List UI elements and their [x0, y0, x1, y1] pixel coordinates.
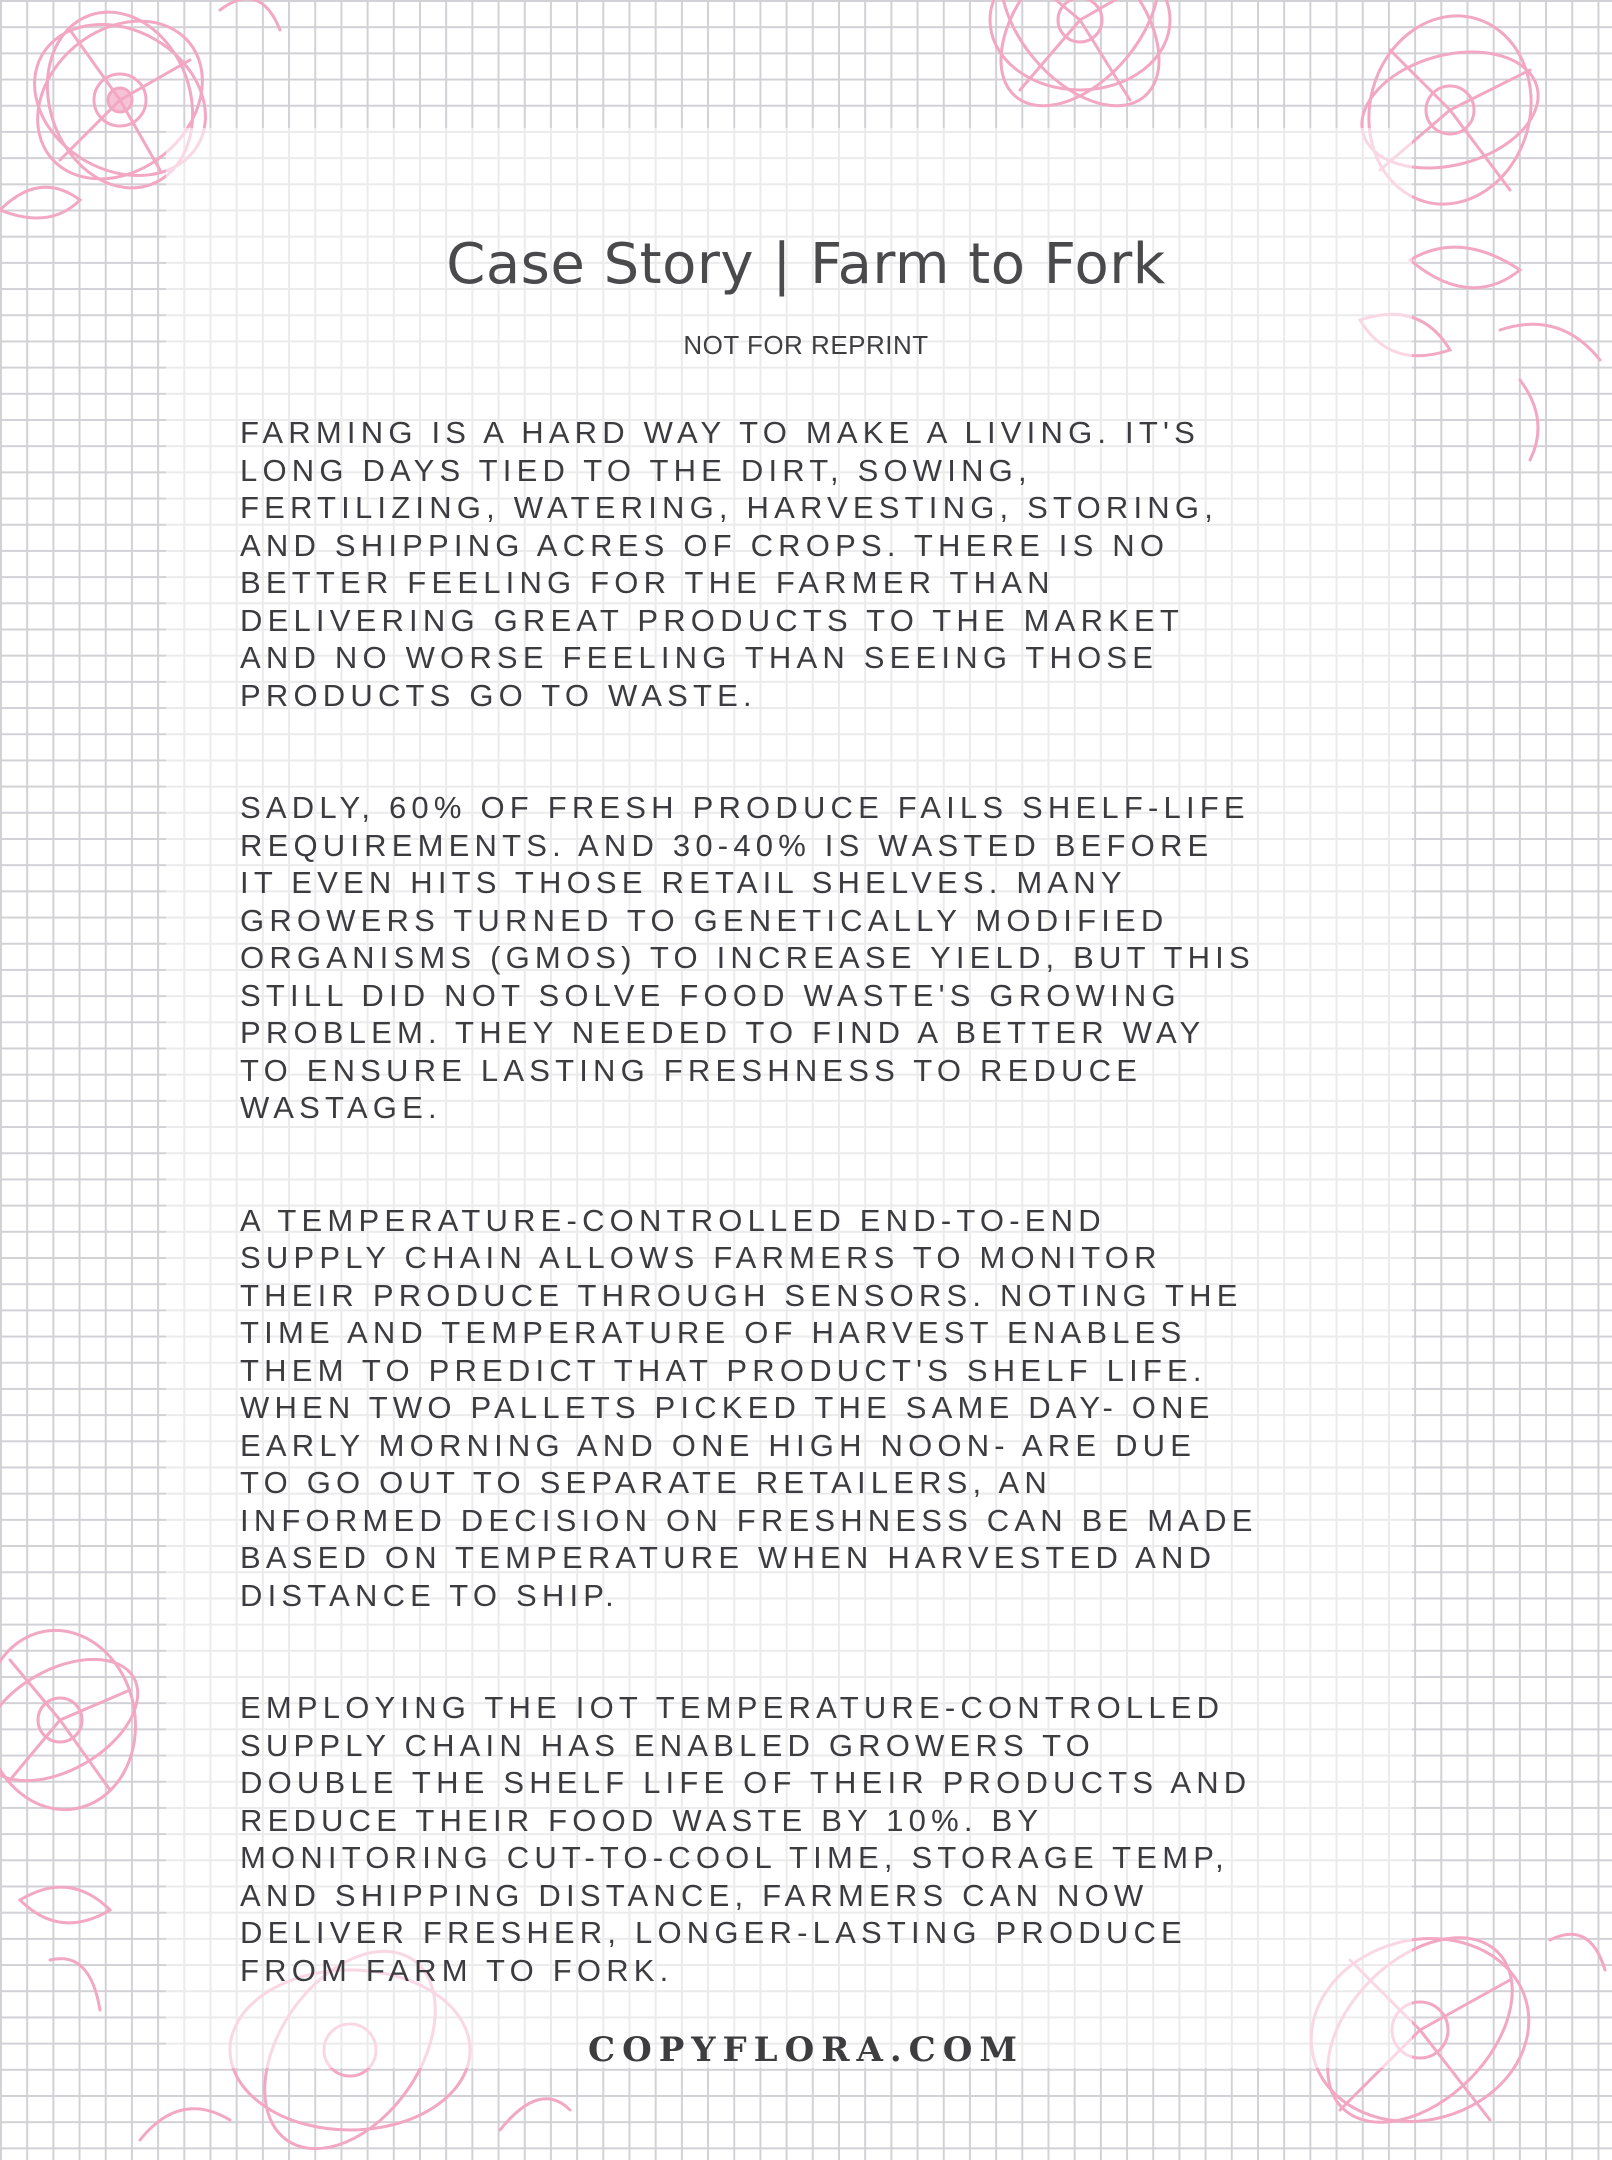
- paragraph-2: SADLY, 60% OF FRESH PRODUCE FAILS SHELF-LIFE REQUIREMENTS. AND 30-40% IS WASTED BEFORE IT EVEN HITS THOSE RETAIL SHELVES. MANY GROWERS TURNED TO GENETICALLY MODIFIED ORGANISMS (GMOS) TO INCREASE YIELD, BUT THIS STILL DID NOT SOLVE FOOD WASTE'S GROWING PROBLEM. THEY NEEDED TO FIND A BETTER WAY TO ENSURE LASTING FRESHNESS TO REDUCE WASTAGE.: [240, 790, 1255, 1125]
- paragraph-3: A TEMPERATURE-CONTROLLED END-TO-END SUPPLY CHAIN ALLOWS FARMERS TO MONITOR THEIR PRODUCE THROUGH SENSORS. NOTING THE TIME AND TEMPERATURE OF HARVEST ENABLES THEM TO PREDICT THAT PRODUCT'S SHELF LIFE. WHEN TWO PALLETS PICKED THE SAME DAY- ONE EARLY MORNING AND ONE HIGH NOON- ARE DUE TO GO OUT TO SEPARATE RETAILERS, AN INFORMED DECISION ON FRESHNESS CAN BE MADE BASED ON TEMPERATURE WHEN HARVESTED AND DISTANCE TO SHIP.: [240, 1202, 1258, 1613]
- reprint-notice: NOT FOR REPRINT: [683, 330, 929, 360]
- story-body: [240, 414, 1380, 2064]
- page-title: Case Story | Farm to Fork: [446, 232, 1166, 297]
- footer-website: COPYFLORA.COM: [588, 2030, 1024, 2070]
- paragraph-4: EMPLOYING THE IOT TEMPERATURE-CONTROLLED SUPPLY CHAIN HAS ENABLED GROWERS TO DOUBLE THE SHELF LIFE OF THEIR PRODUCTS AND REDUCE THEIR FOOD WASTE BY 10%. BY MONITORING CUT-TO-COOL TIME, STORAGE TEMP, AND SHIPPING DISTANCE, FARMERS CAN NOW DELIVER FRESHER, LONGER-LASTING PRODUCE FROM FARM TO FORK.: [240, 1690, 1252, 1988]
- paragraph-1: FARMING IS A HARD WAY TO MAKE A LIVING. IT'S LONG DAYS TIED TO THE DIRT, SOWING, FERTILIZING, WATERING, HARVESTING, STORING, AND SHIPPING ACRES OF CROPS. THERE IS NO BETTER FEELING FOR THE FARMER THAN DELIVERING GREAT PRODUCTS TO THE MARKET AND NO WORSE FEELING THAN SEEING THOSE PRODUCTS GO TO WASTE.: [240, 415, 1219, 713]
